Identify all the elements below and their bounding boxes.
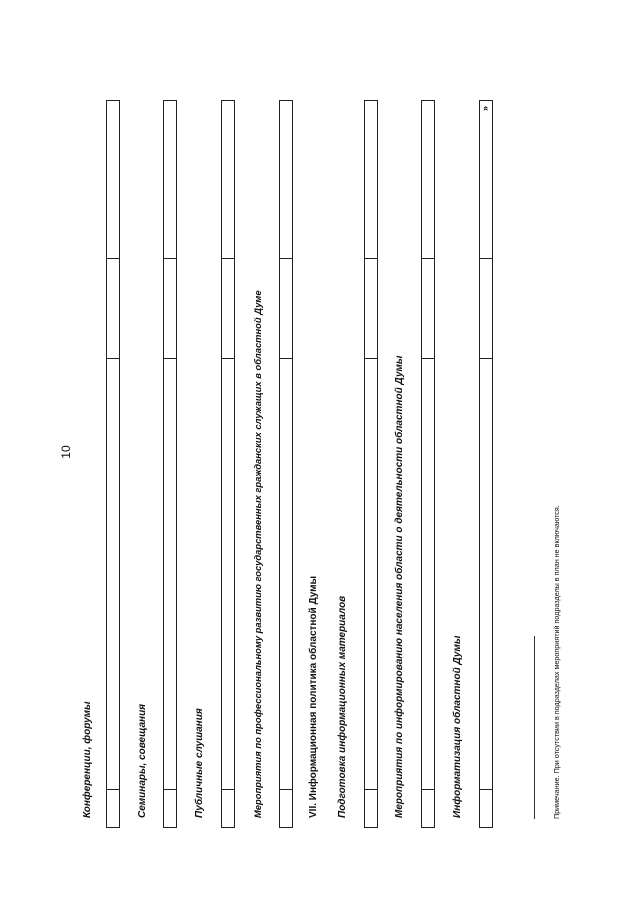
table-row-hearings xyxy=(221,100,235,828)
footnote: Примечание. При отсутствии в подразделах мероприятий подразделы в план не включаются. xyxy=(552,505,561,819)
table-row-conferences xyxy=(106,100,120,828)
table-row-public-info xyxy=(421,100,435,828)
section-heading-vii: VII. Информационная политика областной Думы xyxy=(308,575,319,818)
row-label-civil-service: Мероприятия по профессиональному развитию государственных гражданских служащих в областной Думе xyxy=(252,290,263,818)
table-row-info-materials xyxy=(364,100,378,828)
page-number: 10 xyxy=(59,445,73,459)
row-label-public-info: Мероприятия по информированию населения области о деятельности областной Думы xyxy=(394,355,405,818)
table-row-civil-service xyxy=(279,100,293,828)
row-label-hearings: Публичные слушания xyxy=(194,708,205,818)
table-row-informatization xyxy=(479,100,493,828)
end-marker: » xyxy=(480,105,491,112)
footnote-separator xyxy=(534,636,535,819)
row-label-seminars: Семинары, совещания xyxy=(137,703,148,818)
row-label-conferences: Конференции, форумы xyxy=(82,701,93,818)
row-label-info-materials: Подготовка информационных материалов xyxy=(337,595,348,818)
row-label-informatization: Информатизация областной Думы xyxy=(452,635,463,818)
table-row-seminars xyxy=(163,100,177,828)
